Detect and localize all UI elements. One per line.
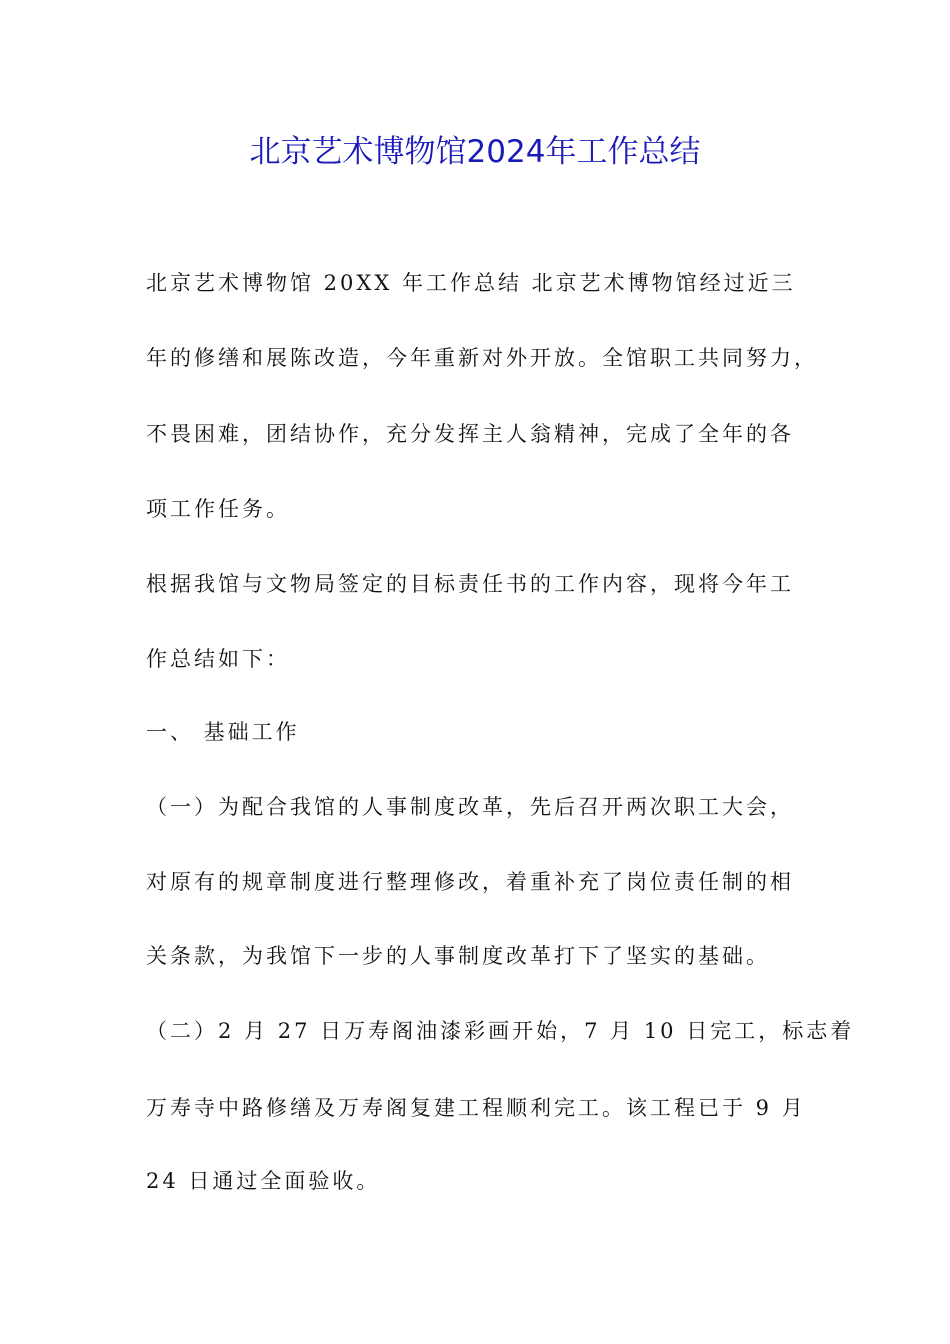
body-line-4: 项工作任务。 — [146, 497, 290, 521]
body-line-9: 对原有的规章制度进行整理修改，着重补充了岗位责任制的相 — [146, 870, 794, 894]
section-heading-basic-work: 一、 基础工作 — [146, 720, 300, 744]
body-line-6: 作总结如下： — [146, 647, 290, 671]
body-line-12: 万寿寺中路修缮及万寿阁复建工程顺利完工。该工程已于 9 月 — [146, 1096, 806, 1120]
body-line-1: 北京艺术博物馆 20XX 年工作总结 北京艺术博物馆经过近三 — [146, 271, 796, 295]
body-line-11: （二）2 月 27 日万寿阁油漆彩画开始，7 月 10 日完工，标志着 — [146, 1019, 855, 1043]
body-line-13: 24 日通过全面验收。 — [146, 1169, 381, 1193]
body-line-3: 不畏困难，团结协作，充分发挥主人翁精神，完成了全年的各 — [146, 422, 794, 446]
body-line-5: 根据我馆与文物局签定的目标责任书的工作内容，现将今年工 — [146, 572, 794, 596]
document-body — [146, 0, 855, 1344]
body-line-2: 年的修缮和展陈改造，今年重新对外开放。全馆职工共同努力， — [146, 346, 818, 370]
body-line-8: （一）为配合我馆的人事制度改革，先后召开两次职工大会， — [146, 795, 794, 819]
body-line-10: 关条款，为我馆下一步的人事制度改革打下了坚实的基础。 — [146, 944, 770, 968]
document-title: 北京艺术博物馆2024年工作总结 — [249, 134, 701, 170]
